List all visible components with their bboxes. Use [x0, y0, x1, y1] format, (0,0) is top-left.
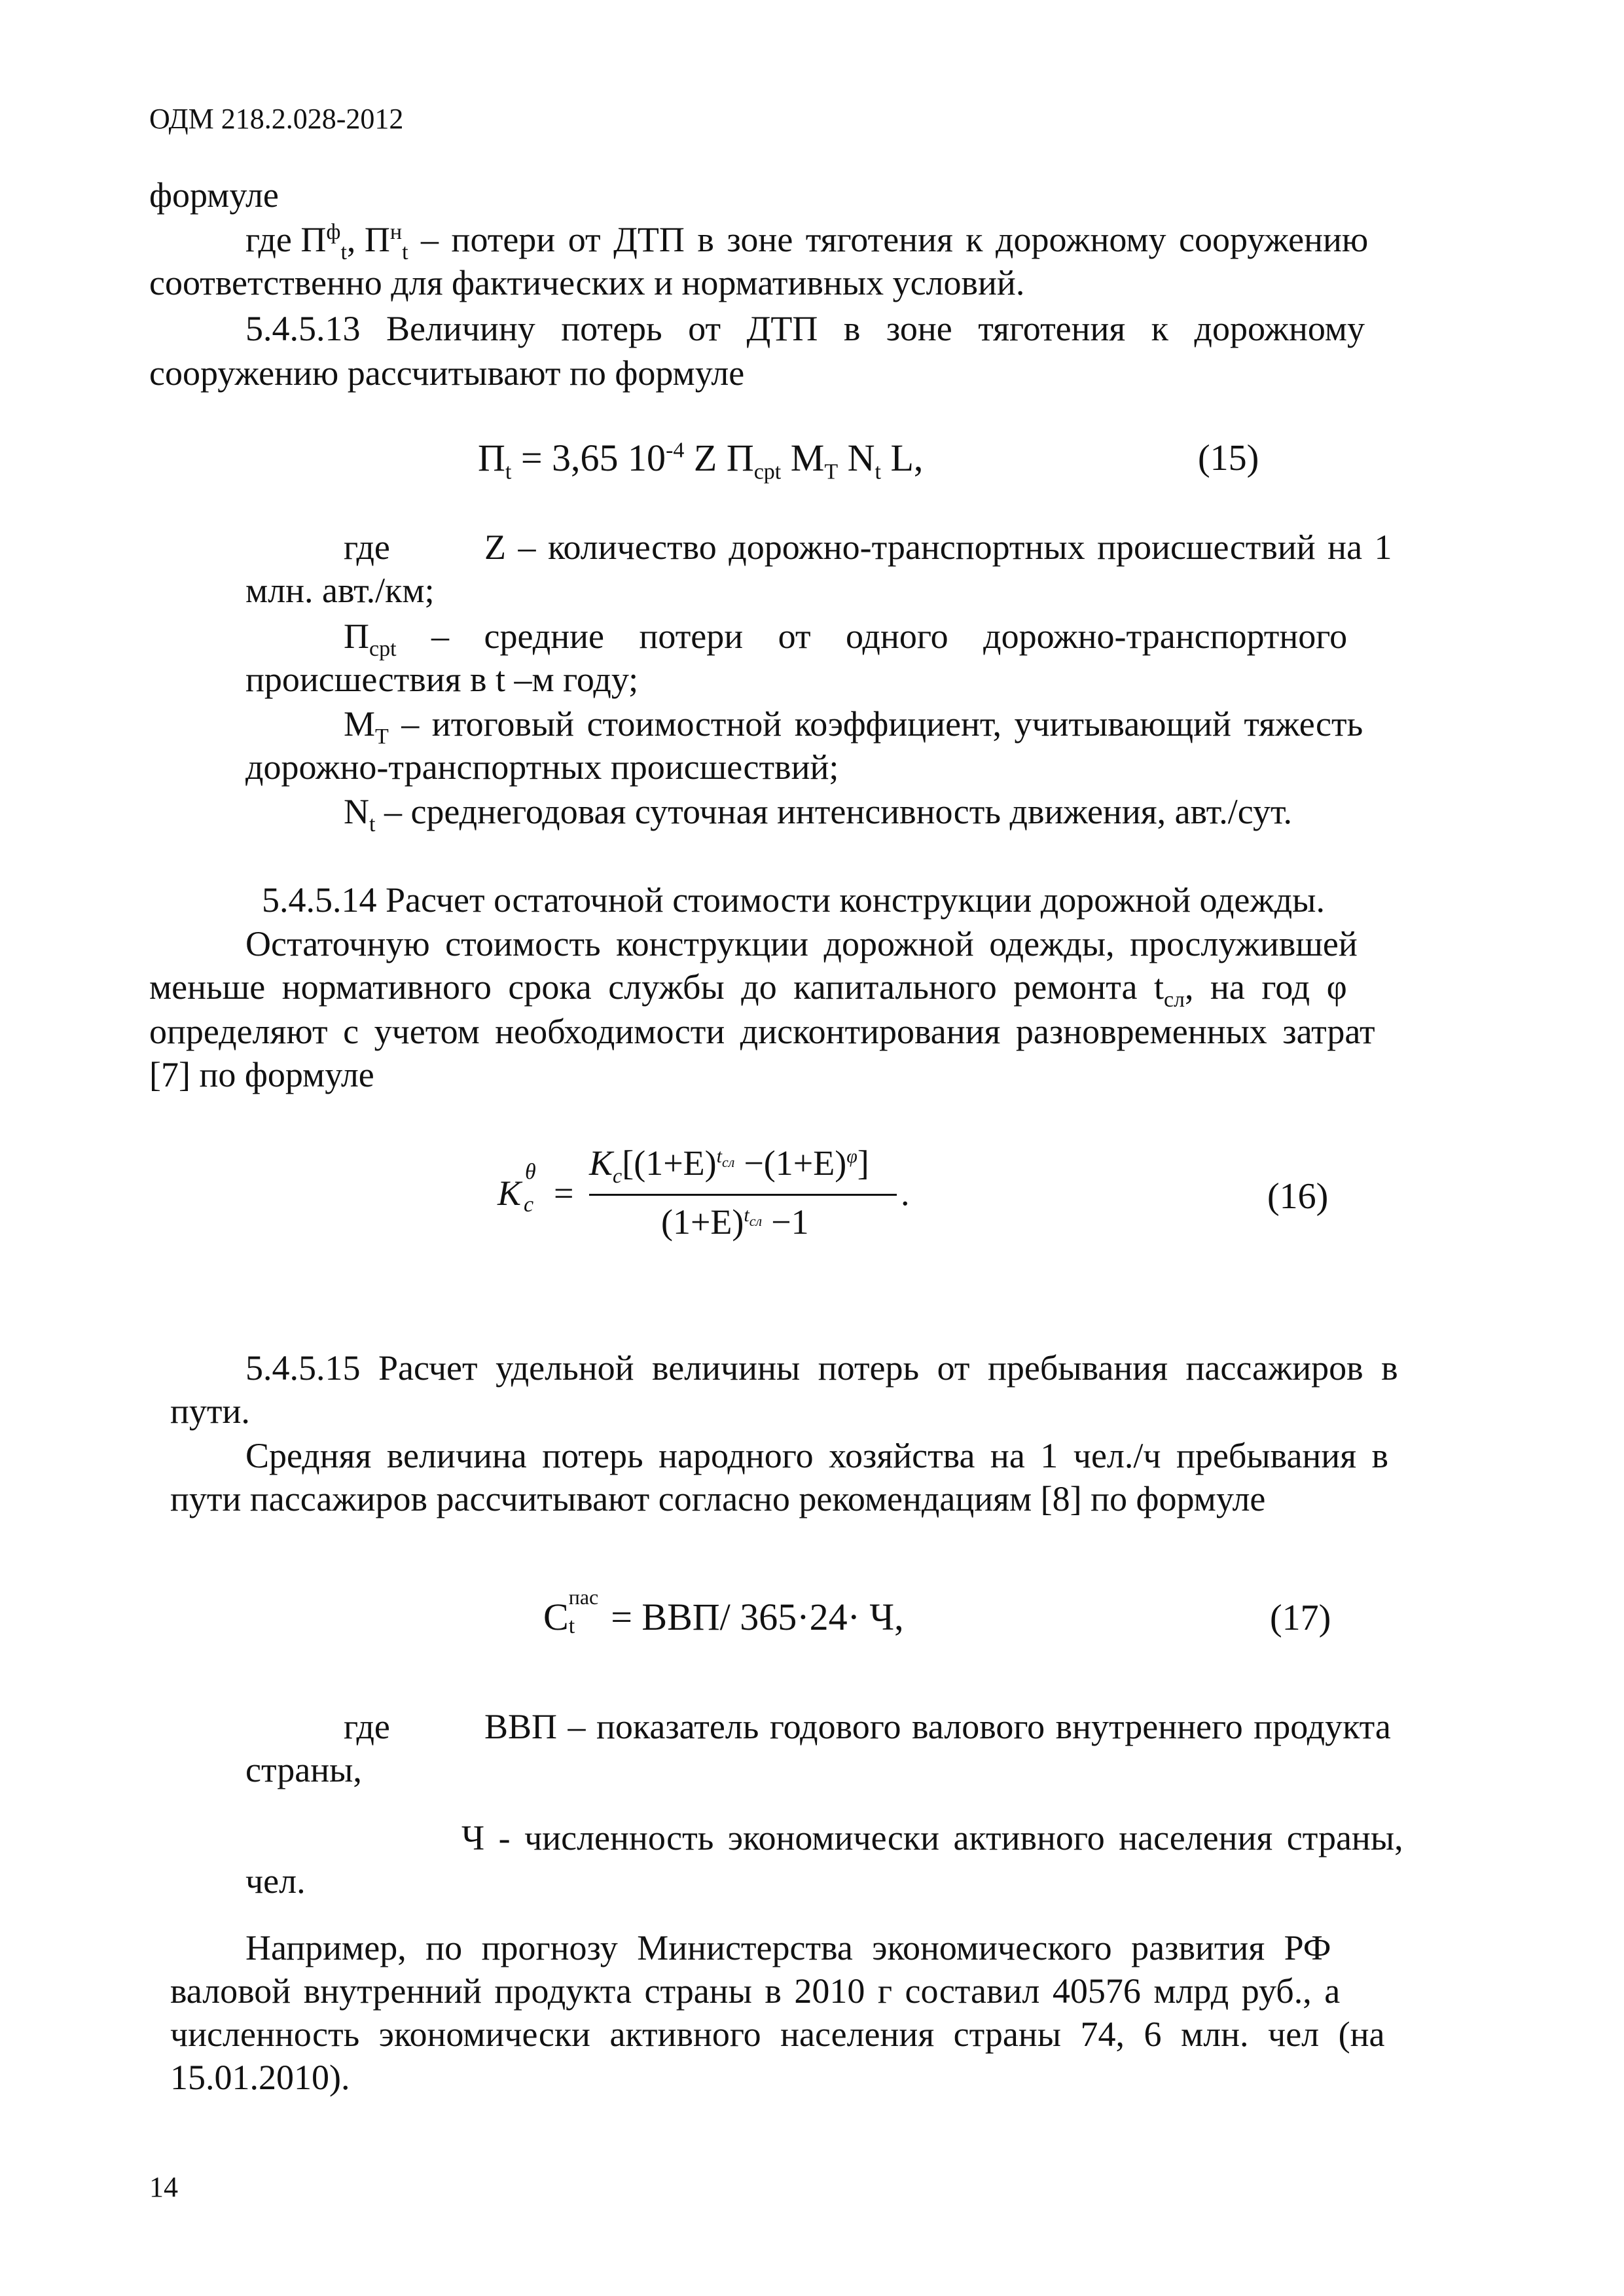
fraction-bar	[589, 1194, 897, 1196]
text-line: определяют с учетом необходимости дисконтирования разновременных затрат	[149, 1012, 1375, 1051]
formula-16-equals: =	[554, 1174, 574, 1213]
text-line: $M_T$ – итоговый стоимостной коэффициент, учитывающий тяжесть	[344, 704, 1363, 749]
text-line: Ч - численность экономически активного населения страны,	[461, 1818, 1403, 1857]
formula-16-dot: .	[901, 1174, 910, 1213]
text-line: Остаточную стоимость конструкции дорожной одежды, прослужившей	[245, 924, 1358, 963]
text-line: 5.4.5.15 Расчет удельной величины потерь от пребывания пассажиров в	[245, 1348, 1398, 1388]
formula-number: (15)	[1198, 438, 1259, 478]
text-line: соответственно для фактических и нормативных условий.	[149, 263, 1025, 302]
text-line: $N_t$ – среднегодовая суточная интенсивность движения, авт./сут.	[344, 792, 1293, 836]
text-line: происшествия в t –м году;	[245, 660, 639, 699]
text-line: 5.4.5.13 Величину потерь от ДТП в зоне тяготения к дорожному	[245, 309, 1365, 348]
text-line: где	[344, 1707, 390, 1746]
text-line: Z – количество дорожно-транспортных происшествий на 1	[484, 528, 1392, 567]
document-header-code: ОДМ 218.2.028-2012	[149, 103, 404, 135]
text-line: страны,	[245, 1750, 362, 1789]
text-line: где	[344, 528, 390, 567]
formula-16	[497, 1139, 956, 1257]
text-line: 15.01.2010).	[170, 2058, 350, 2097]
text-line: пути.	[170, 1391, 250, 1431]
text-line: валовой внутренний продукта страны в 2010 г составил 40576 млрд руб., а	[170, 1971, 1341, 2011]
formula-number: (17)	[1270, 1598, 1331, 1638]
formula-16-denominator: $(1+E)^{t_{сл}} -1$	[661, 1202, 809, 1242]
text-line: пути пассажиров рассчитывают согласно рекомендациям [8] по формуле	[170, 1479, 1266, 1518]
text-line: дорожно-транспортных происшествий;	[245, 747, 839, 787]
text-line: где $П^ф_t$, $П^н_t$ – потери от ДТП в зоне тяготения к дорожному сооружению	[245, 220, 1369, 264]
text-line: чел.	[245, 1861, 306, 1901]
text-line: 5.4.5.14 Расчет остаточной стоимости конструкции дорожной одежды.	[262, 880, 1325, 920]
formula-16-lhs: K	[497, 1174, 522, 1213]
formula-17: C пас t = ВВП/ 365·24· Ч,	[543, 1585, 904, 1638]
formula-number: (16)	[1267, 1176, 1329, 1217]
text-line: сооружению рассчитывают по формуле	[149, 353, 745, 393]
text-line: $П_{срt}$ – средние потери от одного дорожно-транспортного	[344, 617, 1348, 661]
text-line: численность экономически активного населения страны 74, 6 млн. чел (на	[170, 2015, 1385, 2054]
page-number: 14	[149, 2171, 178, 2203]
formula-15: $П_t = 3,65$ $10^{-4}$ Z $П_{срt}$ $M_T$ $N_t$ L,	[478, 437, 924, 484]
text-line: Например, по прогнозу Министерства экономического развития РФ	[245, 1928, 1331, 1967]
text-line: млн. авт./км;	[245, 571, 435, 610]
text-line: формуле	[149, 175, 279, 215]
formula-16-lhs-sub: c	[524, 1193, 534, 1217]
formula-16-numerator: $K_c[(1+E)^{t_{сл}} -(1+E)^\varphi]$	[589, 1143, 869, 1187]
text-line: [7] по формуле	[149, 1055, 374, 1094]
text-line: меньше нормативного срока службы до капитального ремонта $t_{сл}$, на год φ	[149, 967, 1347, 1012]
text-line: ВВП – показатель годового валового внутреннего продукта	[484, 1707, 1391, 1746]
text-line: Средняя величина потерь народного хозяйства на 1 чел./ч пребывания в	[245, 1436, 1389, 1475]
formula-16-lhs-sup: θ	[525, 1160, 536, 1184]
